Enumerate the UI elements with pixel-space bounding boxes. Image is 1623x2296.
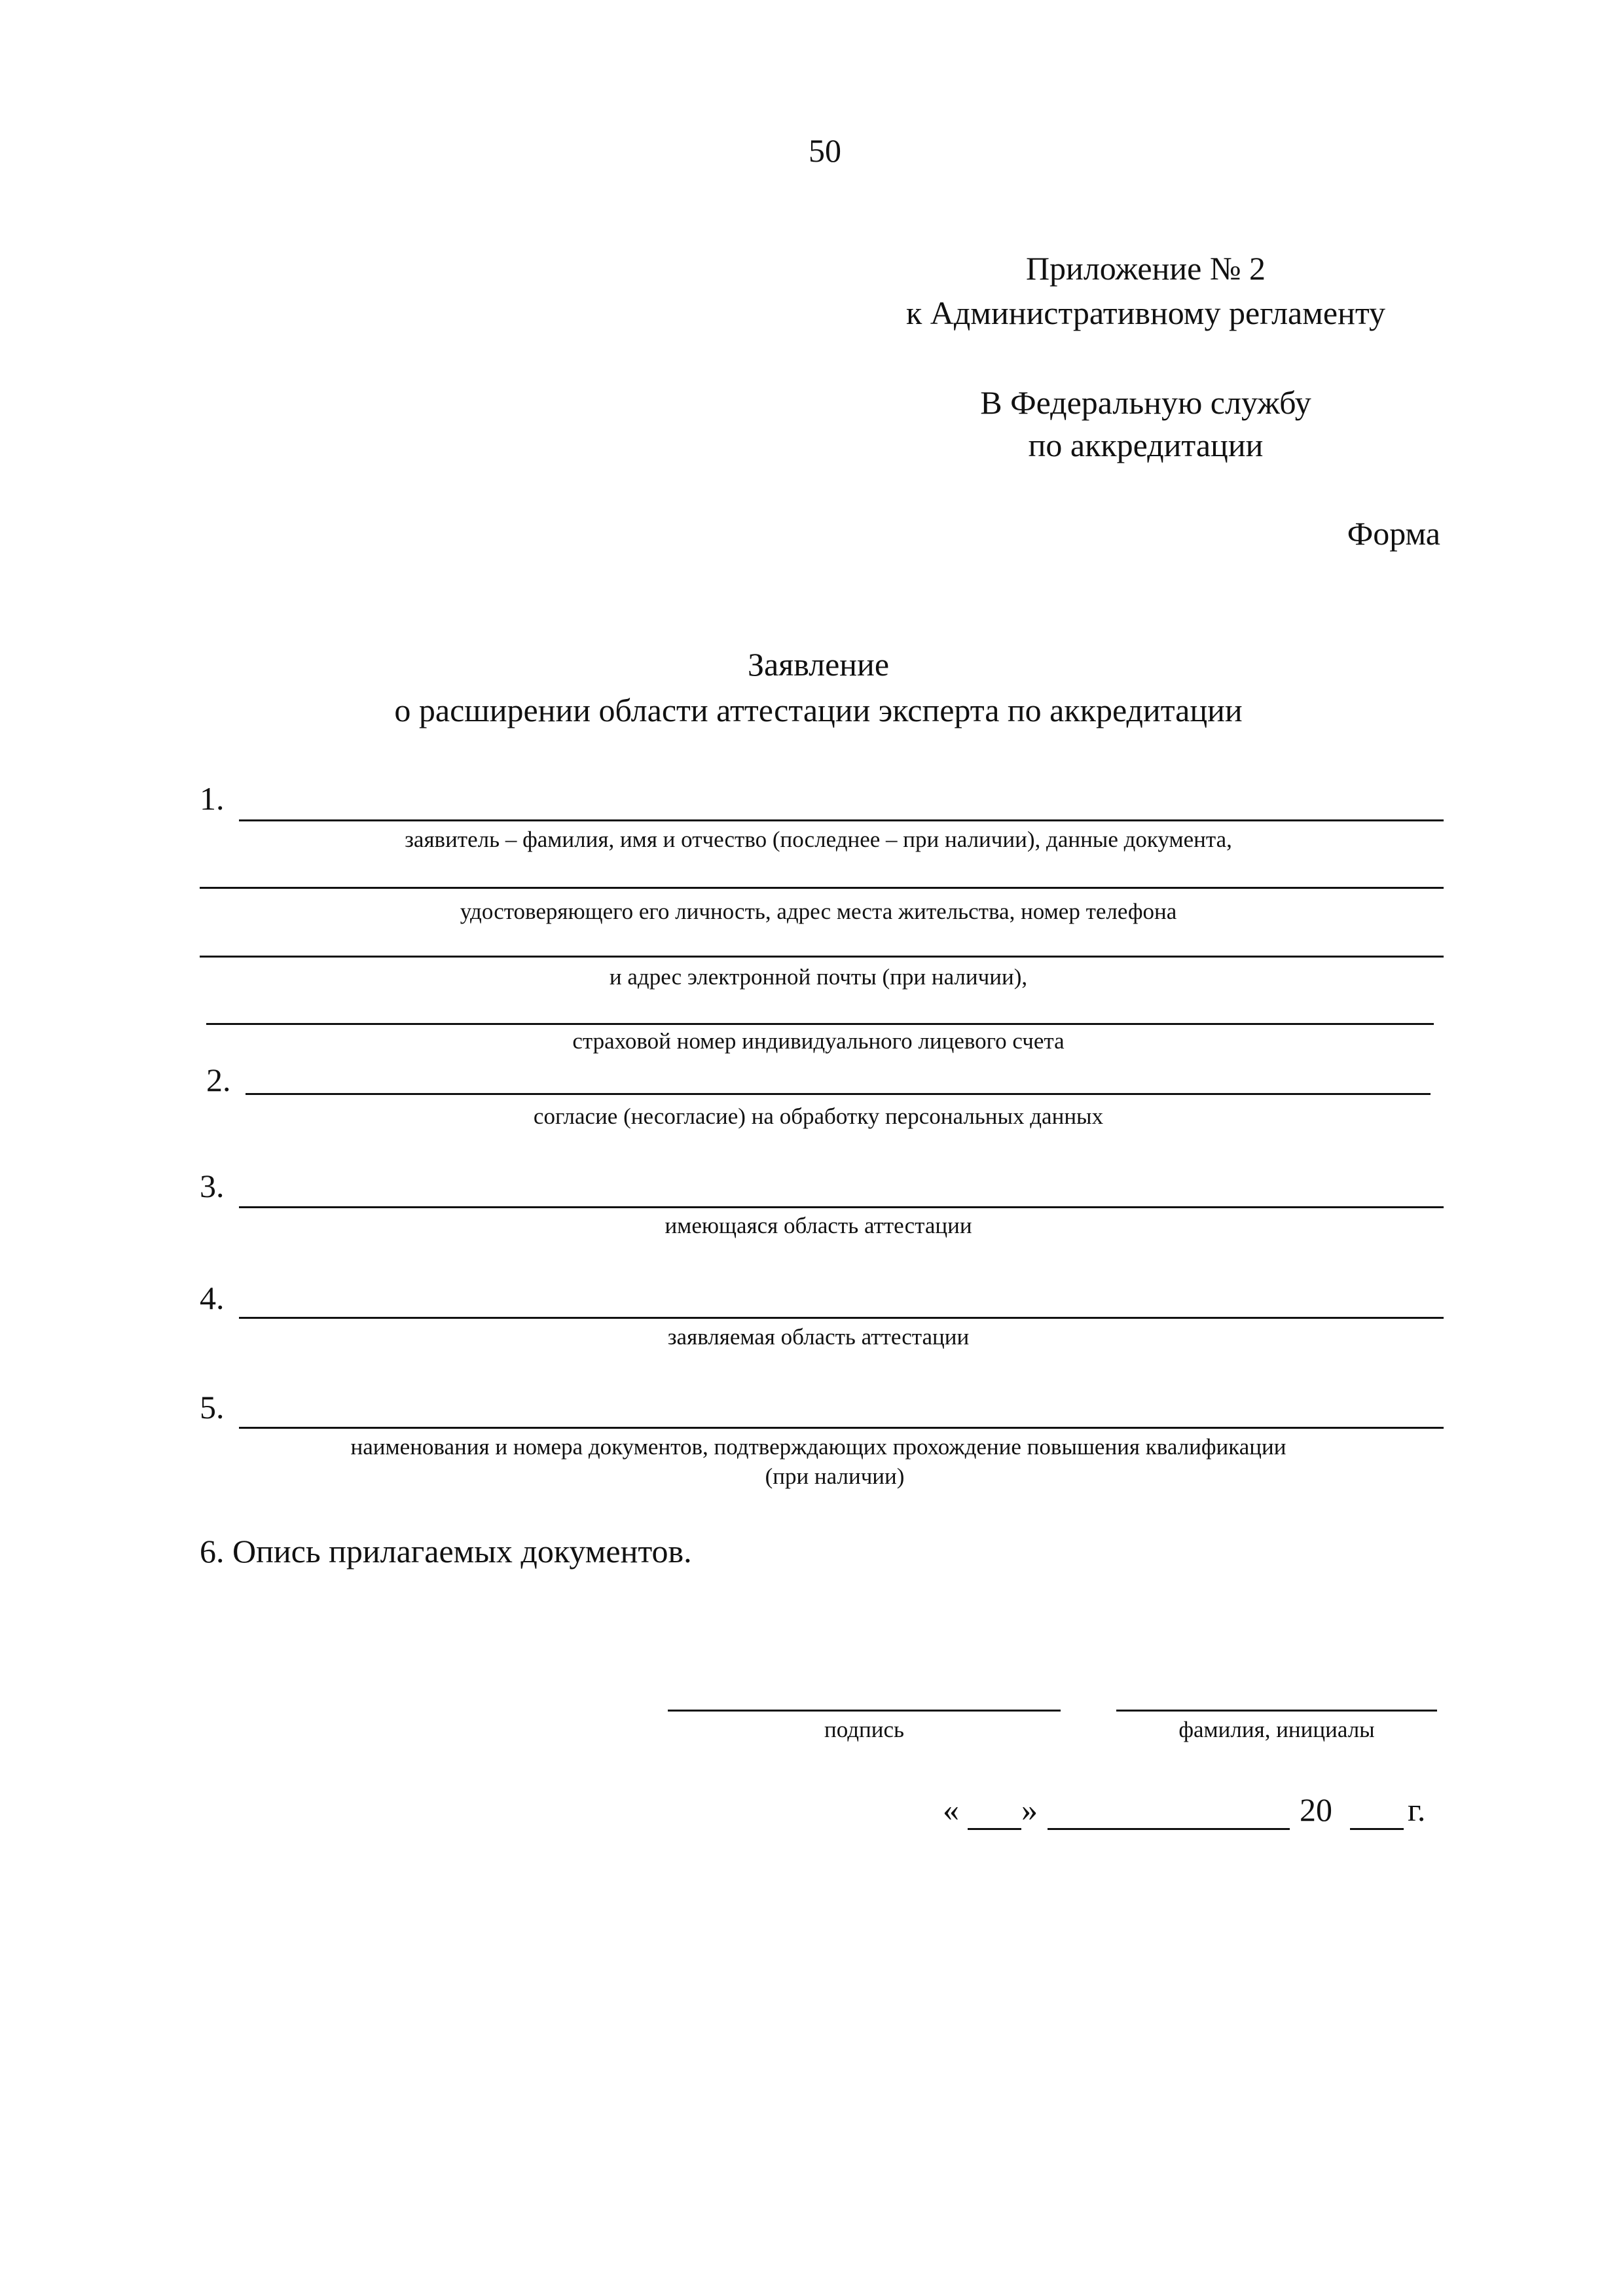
date-day-line[interactable] <box>968 1828 1021 1830</box>
name-caption: фамилия, инициалы <box>1178 1717 1375 1742</box>
date-year-line[interactable] <box>1350 1828 1404 1830</box>
item-5-field-line[interactable] <box>239 1427 1444 1429</box>
date-close-quote: » <box>1021 1791 1038 1828</box>
appendix-line1: Приложение № 2 <box>1025 250 1266 287</box>
document-title: Заявление <box>747 646 890 683</box>
addressee-line2: по аккредитации <box>1028 427 1264 463</box>
page-number: 50 <box>809 132 841 169</box>
item-1-field-line-4[interactable] <box>206 1023 1434 1025</box>
item-2-field-line[interactable] <box>246 1093 1431 1095</box>
item-3-caption: имеющаяся область аттестации <box>665 1213 972 1238</box>
item-2-number: 2. <box>206 1062 231 1098</box>
item-5-caption-line2: (при наличии) <box>765 1463 905 1489</box>
date-year-prefix: 20 <box>1300 1791 1332 1828</box>
item-1-caption-2: удостоверяющего его личность, адрес места жительства, номер телефона <box>460 899 1177 924</box>
item-4-number: 4. <box>200 1280 225 1316</box>
signature-caption: подпись <box>824 1717 904 1742</box>
item-4-field-line[interactable] <box>239 1317 1444 1319</box>
item-1-caption-1: заявитель – фамилия, имя и отчество (последнее – при наличии), данные документа, <box>405 827 1232 852</box>
addressee-line1: В Федеральную службу <box>980 384 1311 421</box>
appendix-line2: к Административному регламенту <box>905 295 1386 331</box>
item-2-caption: согласие (несогласие) на обработку персональных данных <box>533 1103 1104 1129</box>
date-open-quote: « <box>943 1791 959 1828</box>
date-year-suffix: г. <box>1408 1791 1426 1828</box>
item-3-field-line[interactable] <box>239 1206 1444 1208</box>
form-label: Форма <box>1347 515 1440 552</box>
item-1-number: 1. <box>200 780 225 817</box>
document-subtitle: о расширении области аттестации эксперта по аккредитации <box>394 692 1243 728</box>
item-3-number: 3. <box>200 1168 225 1204</box>
signature-line[interactable] <box>668 1710 1061 1712</box>
item-4-caption: заявляемая область аттестации <box>667 1324 970 1350</box>
item-5-number: 5. <box>200 1389 225 1426</box>
item-1-caption-4: страховой номер индивидуального лицевого счета <box>572 1028 1065 1054</box>
date-month-line[interactable] <box>1048 1828 1290 1830</box>
item-1-field-line-3[interactable] <box>200 956 1444 958</box>
item-1-field-line[interactable] <box>239 819 1444 821</box>
item-5-caption-line1: наименования и номера документов, подтверждающих прохождение повышения квалификации <box>350 1434 1286 1460</box>
item-1-caption-3: и адрес электронной почты (при наличии), <box>609 964 1028 990</box>
item-1-field-line-2[interactable] <box>200 887 1444 889</box>
name-line[interactable] <box>1116 1710 1437 1712</box>
item-6-attachments-list: 6. Опись прилагаемых документов. <box>200 1533 692 1570</box>
